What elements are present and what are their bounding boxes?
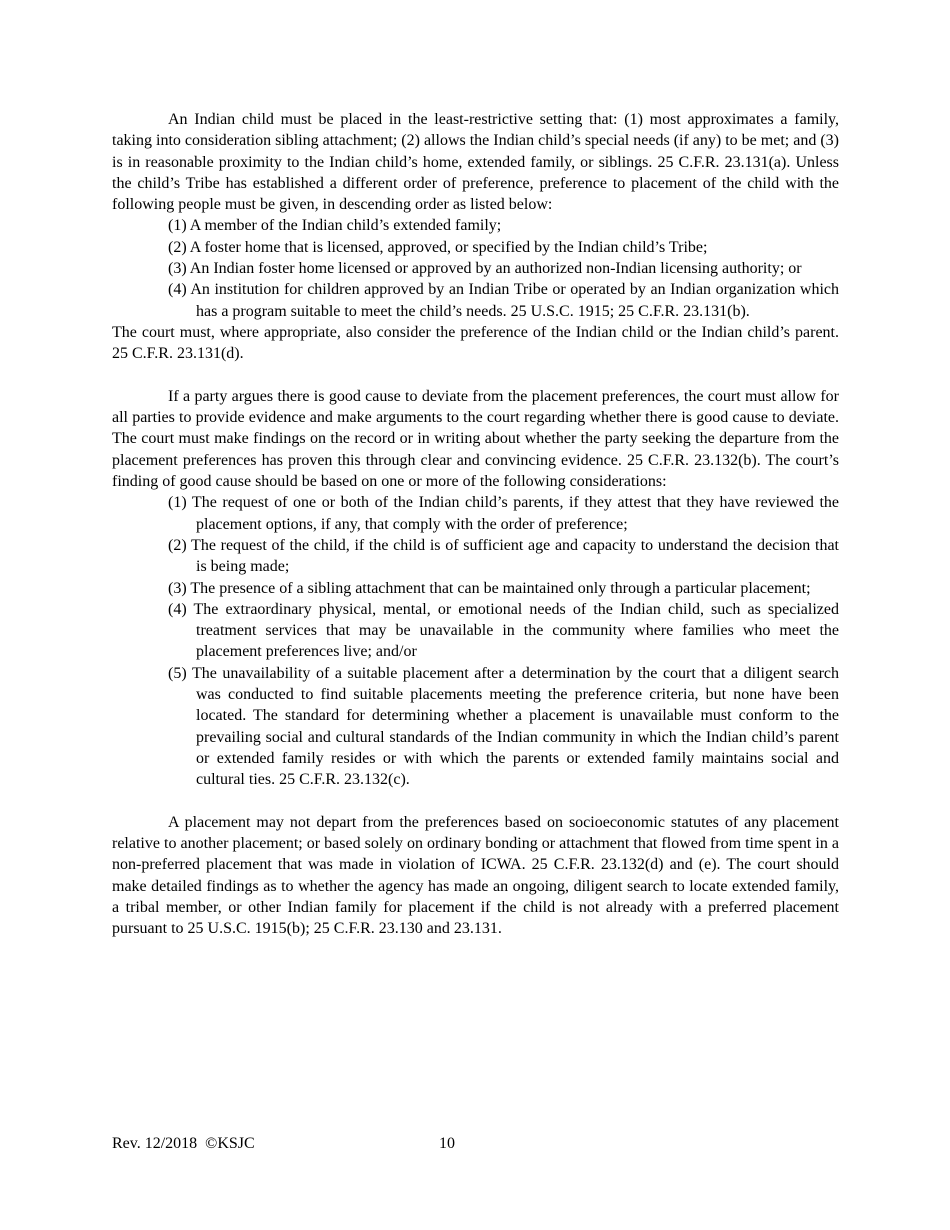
good-cause-considerations-list — [112, 492, 839, 790]
list-item: (2) A foster home that is licensed, approved, or specified by the Indian child’s Tribe; — [168, 238, 708, 256]
revision-label: Rev. 12/2018 ©KSJC — [112, 1135, 255, 1152]
list-item: (4) The extraordinary physical, mental, or emotional needs of the Indian child, such as specialized treatment services that may be unavailable in the community where families who meet the placement preferences live; and/or — [168, 600, 839, 661]
page-number: 10 — [439, 1135, 455, 1152]
list-item: (1) The request of one or both of the Indian child’s parents, if they attest that they have reviewed the placement options, if any, that comply with the order of preference; — [168, 494, 839, 533]
paragraph-departure-limits: A placement may not depart from the preferences based on socioeconomic statutes of any placement relative to another placement; or based solely on ordinary bonding or attachment that flowed from time spent in a non-preferred placement that was made in violation of ICWA. 25 C.F.R. 23.132(d) and (e). The court should make detailed findings as to whether the agency has made an ongoing, diligent search to locate extended family, a tribal member, or other Indian family for placement if the child is not already with a preferred placement pursuant to 25 U.S.C. 1915(b); 25 C.F.R. 23.130 and 23.131. — [112, 813, 839, 938]
list-item: (3) The presence of a sibling attachment that can be maintained only through a particular placement; — [168, 579, 811, 597]
list-item: (2) The request of the child, if the child is of sufficient age and capacity to understand the decision that is being made; — [168, 536, 839, 576]
list-item: (3) An Indian foster home licensed or approved by an authorized non-Indian licensing authority; or — [168, 260, 802, 278]
list-item: (4) An institution for children approved by an Indian Tribe or operated by an Indian organization which has a program suitable to meet the child’s needs. 25 U.S.C. 1915; 25 C.F.R. 23.131(b). — [168, 281, 839, 320]
paragraph-placement-setting: An Indian child must be placed in the least-restrictive setting that: (1) most approximates a family, taking into consideration sibling attachment; (2) allows the Indian child’s special needs (if any) to be met; and (3) is in reasonable proximity to the Indian child’s home, extended family, or siblings. 25 C.F.R. 23.131(a). Unless the child’s Tribe has established a different order of preference, preference to placement of the child with the following people must be given, in descending order as listed below: — [112, 111, 839, 214]
paragraph-court-preference: The court must, where appropriate, also consider the preference of the Indian child or the Indian child’s parent. 25 C.F.R. 23.131(d). — [112, 323, 839, 363]
list-item: (1) A member of the Indian child’s extended family; — [168, 217, 502, 235]
placement-preference-list — [112, 215, 839, 321]
document-body — [112, 109, 839, 940]
paragraph-good-cause: If a party argues there is good cause to deviate from the placement preferences, the court must allow for all parties to provide evidence and make arguments to the court regarding whether there is good cause to deviate. The court must make findings on the record or in writing about whether the party seeking the departure from the placement preferences has proven this through clear and convincing evidence. 25 C.F.R. 23.132(b). The court’s finding of good cause should be based on one or more of the following considerations: — [112, 387, 839, 491]
list-item: (5) The unavailability of a suitable placement after a determination by the court that a diligent search was conducted to find suitable placements meeting the preference criteria, but none have been located. The standard for determining whether a placement is unavailable must conform to the prevailing social and cultural standards of the Indian community in which the Indian child’s parent or extended family resides or with which the parents or extended family maintains social and cultural ties. 25 C.F.R. 23.132(c). — [168, 664, 839, 789]
